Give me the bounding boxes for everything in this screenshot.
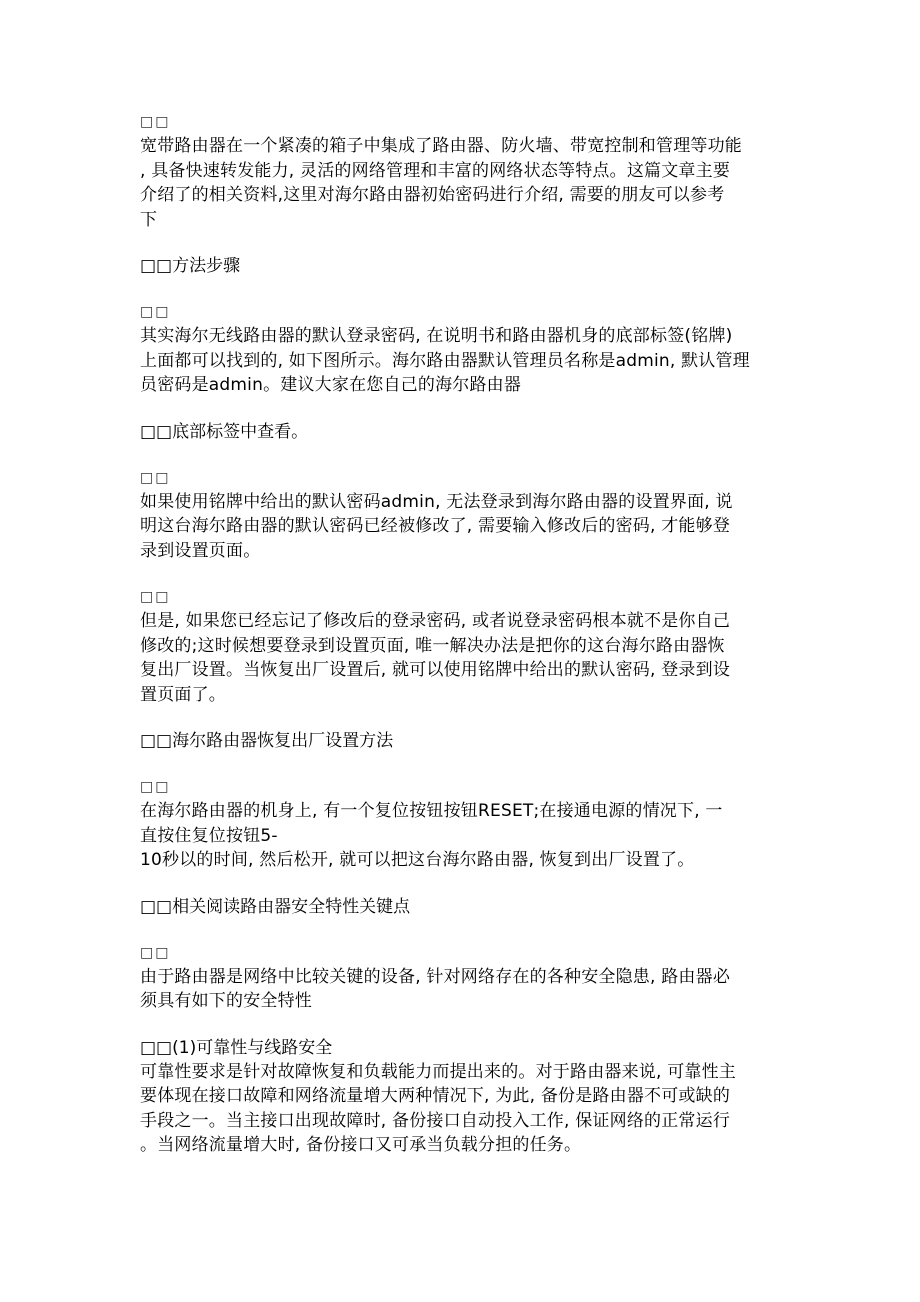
section-heading-security: □□相关阅读路由器安全特性关键点 bbox=[140, 896, 411, 917]
document-page bbox=[140, 110, 782, 1158]
reliability-paragraph: 可靠性要求是针对故障恢复和负载能力而提出来的。对于路由器来说, 可靠性主 要体现在接口故障和网络流量增大两种情况下, 为此, 备份是路由器不可或缺的 手段之一。当主接口出现故障时, 备份接口自动投入工作, 保证网络的正常运行 。当网络流量增大时, 备份接口又可承当负载分担的任务。 bbox=[140, 1061, 737, 1155]
default-password-paragraph: 其实海尔无线路由器的默认登录密码, 在说明书和路由器机身的底部标签(铭牌) 上面都可以找到的, 如下图所示。海尔路由器默认管理员名称是admin, 默认管理 员密码是admin。建议大家在您自己的海尔路由器 bbox=[140, 326, 750, 395]
section-heading-steps: □□方法步骤 bbox=[140, 256, 241, 276]
security-intro-paragraph: 由于路由器是网络中比较关键的设备, 针对网络存在的各种安全隐患, 路由器必 须具有如下的安全特性 bbox=[140, 966, 731, 1011]
placeholder-glyphs: □□ bbox=[140, 944, 171, 961]
modified-password-paragraph: 如果使用铭牌中给出的默认密码admin, 无法登录到海尔路由器的设置界面, 说 明这台海尔路由器的默认密码已经被修改了, 需要输入修改后的密码, 才能够登 录到设置页面。 bbox=[140, 491, 733, 561]
forgot-password-paragraph: 但是, 如果您已经忘记了修改后的登录密码, 或者说登录密码根本就不是你自己 修改的;这时候想要登录到设置页面, 唯一解决办法是把你的这台海尔路由器恢 复出厂设置。当恢复出厂设置后, 就可以使用铭牌中给出的默认密码, 登录到设 置页面了。 bbox=[140, 611, 731, 705]
placeholder-glyphs: □□ bbox=[140, 114, 171, 130]
placeholder-glyphs: □□ bbox=[140, 304, 171, 320]
placeholder-glyphs: □□ bbox=[140, 589, 171, 605]
section-heading-reliability: □□(1)可靠性与线路安全 bbox=[140, 1037, 333, 1058]
placeholder-glyphs: □□ bbox=[140, 779, 171, 795]
intro-paragraph: 宽带路由器在一个紧凑的箱子中集成了路由器、防火墙、带宽控制和管理等功能 , 具备快速转发能力, 灵活的网络管理和丰富的网络状态等特点。这篇文章主要 介绍了的相关资料,这里对海尔路由器初始密码进行介绍, 需要的朋友可以参考 下 bbox=[140, 136, 742, 230]
reset-paragraph: 在海尔路由器的机身上, 有一个复位按钮按钮RESET;在接通电源的情况下, 一 直按住复位按钮5- 10秒以的时间, 然后松开, 就可以把这台海尔路由器, 恢复到出厂设置了。 bbox=[140, 801, 723, 870]
section-heading-label: □□底部标签中查看。 bbox=[140, 421, 309, 442]
placeholder-glyphs: □□ bbox=[140, 469, 171, 486]
section-heading-reset: □□海尔路由器恢复出厂设置方法 bbox=[140, 731, 394, 751]
